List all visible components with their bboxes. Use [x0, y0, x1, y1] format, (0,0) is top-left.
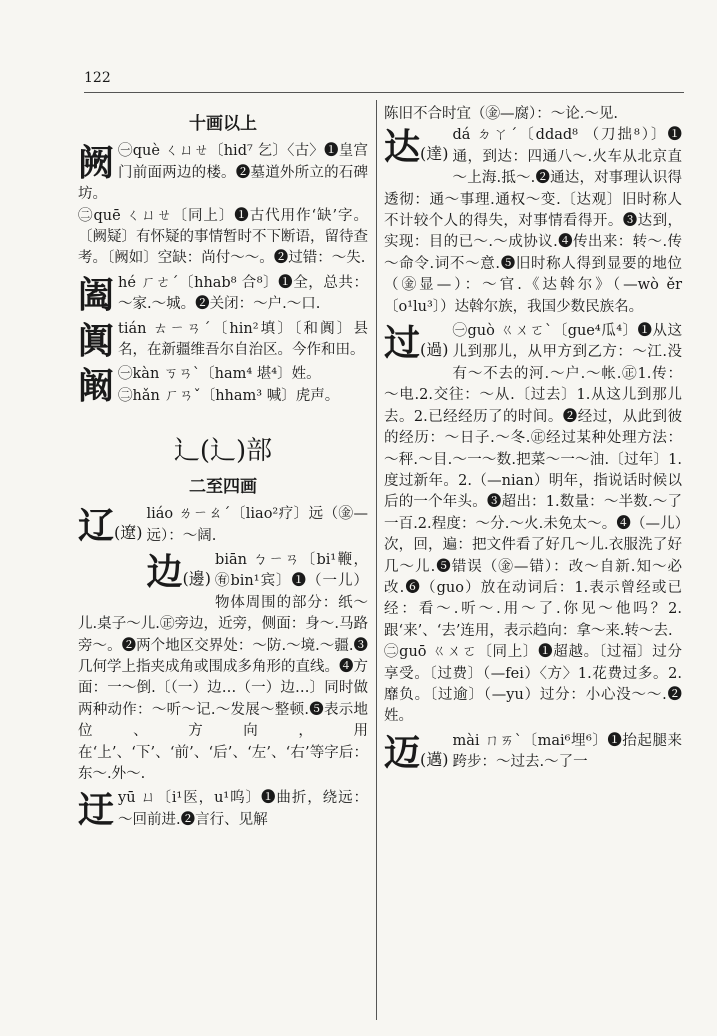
headword [78, 506, 143, 553]
dictionary-entry [78, 273, 368, 316]
headword [147, 552, 212, 599]
page-number: 122 [84, 70, 111, 86]
entry-sense: ㊁quē ㄑㄩㄝ〔同上〕❶古代用作‘缺’字。〔阙疑〕有怀疑的事情暂时不下断语，留待查考。〔阙如〕空缺：尚付～～。❷过错：～失. [78, 207, 368, 267]
entry-sense: biān ㄅㄧㄢ〔bi¹鞭，㊒bin¹宾〕❶（一儿）物体周围的部分：纸～儿.桌子～儿.㊣旁边，近旁，侧面：身～.马路旁～。❷两个地区交界处：～防.～境.～疆.❸几何学上指夹成角或围成多角形的直线。❹方面：一～倒.〔（一）边…（一）边…〕同时做两种动作：～听～记.～发展～整顿.❺表示地位、方向，用在‘上’、‘下’、‘前’、‘后’、‘左’、‘右’等字后：东～.外～. [78, 551, 368, 782]
headword: 迂 [78, 789, 115, 832]
headword: 阖 [78, 273, 115, 316]
dictionary-entry [384, 321, 682, 728]
entry-sense: ㊁guō ㄍㄨㄛ〔同上〕❶超越。〔过福〕过分享受。〔过费〕（—fei）〈方〉1.花费过多。2.靡负。〔过逾〕（—yu）过分：小心没～～.❷姓。 [384, 644, 682, 725]
entry-sense: mài ㄇㄞˋ〔mai⁶埋⁶〕❶抬起腿来跨步：～过去.～了一 [452, 732, 682, 771]
dictionary-entry [78, 141, 368, 269]
continued-text: 陈旧不合时宜（㊎—腐）：～论.～见. [384, 106, 618, 122]
right-column [384, 104, 682, 780]
headword-char: 过 [384, 322, 421, 365]
entry-sense: ㊀què ㄑㄩㄝ〔hid⁷ 乞〕〈古〉❶皇宫门前面两边的楼。❷墓道外所立的石碑坊。 [78, 143, 368, 203]
dictionary-entry [78, 364, 368, 407]
header-rule [84, 92, 684, 93]
entry-sense: dá ㄉㄚˊ〔ddad⁸ （刀拙⁸）〕❶通，到达：四通八～.火车从北京直～上海.抵～.❷通达，对事理认识得透彻：通～事理.通权～变.〔达观〕旧时称人不计较个人的得失，对事情看得开。❸达到，实现：目的已～.～成协议.❹传出来：转～.传～命令.词不～意.❺旧时称人得到显要的地位（㊎显—）：～官.《达斡尔》（—wò ěr〔o¹lu³〕）达斡尔族，我国少数民族名。 [384, 127, 682, 315]
entry-sense: ㊀guò ㄍㄨㄛˋ〔gue⁴瓜⁴〕❶从这儿到那儿，从甲方到乙方：～江.没有～不去的河.～户.～帐.㊣1.传：～电.2.交往：～从.〔过去〕1.从这儿到那儿去。2.已经经历了的时间。❷经过，从此到彼的经历：～日子.～冬.㊣经过某种处理方法：～秤.～目.～一～数.把菜～一～油.〔过年〕1.度过新年。2.（—nian）明年，指说话时候以后的一个年头。❸超出：1.数量：～半数.～了一百.2.程度：～分.～火.未免太～。❹（—儿）次，回，遍：把文件看了好几～儿.衣服洗了好几～儿.❺错误（㊎—错）：改～自新.知～必改.❻（guo）放在动词后：1.表示曾经或已经：看～.听～.用～了.你见～他吗？2.跟‘来’、‘去’连用，表示趋向：拿～来.转～去. [384, 323, 682, 639]
entry-sense: hé ㄏㄜˊ〔hhab⁸ 合⁸〕❶全，总共：～家.～城。❷关闭：～户.～口. [118, 274, 368, 313]
headword: 阙 [78, 142, 115, 185]
dictionary-entry [78, 788, 368, 831]
headword-char: 边 [146, 550, 183, 593]
headword-char: 达 [384, 126, 421, 169]
entry-sense: ㊀kàn ㄎㄢˋ〔ham⁴ 堪⁴〕姓。 [118, 366, 321, 383]
entry-sense: tián ㄊㄧㄢˊ〔hin²填〕〔和阗〕县名，在新疆维吾尔自治区。今作和田。 [118, 320, 368, 359]
dictionary-entry [78, 319, 368, 362]
section-heading: 二至四画 [189, 476, 257, 497]
headword [384, 323, 449, 370]
radical-heading: 辶(辶)部 [173, 436, 273, 467]
entry-sense: yū ㄩ〔i¹医，u¹呜〕❶曲折，绕远：～回前进.❷言行、见解 [118, 790, 368, 828]
headword-char: 迈 [384, 731, 421, 774]
dictionary-entry [384, 731, 682, 774]
dictionary-entry [78, 550, 368, 785]
traditional-form: (邊) [182, 568, 212, 588]
traditional-form: (邁) [420, 749, 449, 769]
traditional-form: (達) [420, 144, 449, 164]
dictionary-entry [384, 125, 682, 318]
headword [384, 733, 449, 780]
entry-sense: ㊁hǎn ㄏㄢˇ〔hham³ 喊〕虎声。 [118, 387, 340, 404]
headword-char: 辽 [78, 505, 115, 548]
section-heading: 十画以上 [189, 114, 257, 134]
left-column [78, 104, 368, 834]
headword [384, 127, 449, 174]
headword: 阗 [78, 319, 115, 362]
column-divider [376, 100, 377, 1020]
traditional-form: (遼) [114, 523, 143, 543]
traditional-form: (過) [420, 340, 449, 360]
headword: 阚 [78, 365, 115, 408]
entry-sense: liáo ㄌㄧㄠˊ〔liao²疗〕远（㊎—远）：～阔. [146, 506, 368, 544]
dictionary-entry [78, 504, 368, 547]
